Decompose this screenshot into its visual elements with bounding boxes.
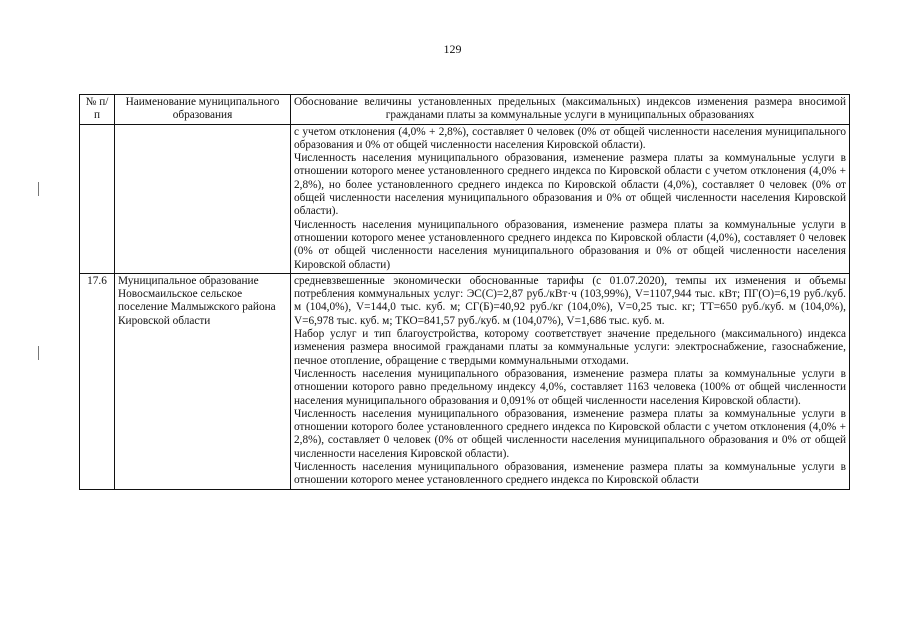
paragraph: с учетом отклонения (4,0% + 2,8%), составляет 0 человек (0% от общей численности населения муниципального образования и 0% от общей численности населения Кировской области).	[294, 125, 846, 151]
table-header-row	[80, 95, 850, 125]
paragraph: Численность населения муниципального образования, изменение размера платы за коммунальные услуги в отношении которого равно предельному индексу 4,0%, составляет 1163 человека (100% от общей численности населения муниципального образования и 0,091% от общей численности населения Кировской области).	[294, 367, 846, 407]
document-table	[79, 94, 850, 490]
table-row-continuation	[80, 124, 850, 273]
paragraph: Численность населения муниципального образования, изменение размера платы за коммунальные услуги в отношении которого более установленного среднего индекса по Кировской области с учетом отклонения (4,0% + 2,8%), составляет 0 человек (0% от общей численности населения муниципального образования и 0% от общей численности населения Кировской области).	[294, 407, 846, 460]
scan-margin-mark	[38, 346, 39, 360]
paragraph: Набор услуг и тип благоустройства, которому соответствует значение предельного (максимального) индекса изменения размера вносимой гражданами платы за коммунальные услуги: электроснабжение, газоснабжение, печное отопление, обращение с твердыми коммунальными отходами.	[294, 328, 846, 367]
page-number: 129	[443, 42, 462, 56]
paragraph: Численность населения муниципального образования, изменение размера платы за коммунальные услуги в отношении которого менее установленного среднего индекса по Кировской области	[294, 461, 846, 487]
cell-justification-continuation	[291, 124, 850, 273]
header-municipality-name: Наименование муниципального образования	[115, 95, 291, 125]
cell-number-empty	[80, 124, 115, 273]
header-number: № п/п	[80, 95, 115, 125]
row-number: 17.6	[80, 273, 115, 489]
header-justification: Обоснование величины установленных предельных (максимальных) индексов изменения размера вносимой гражданами платы за коммунальные услуги в муниципальных образованиях	[291, 95, 850, 125]
scan-margin-mark	[38, 182, 39, 196]
paragraph-tariffs: средневзвешенные экономически обоснованные тарифы (с 01.07.2020), темпы их изменения и объемы потребления коммунальных услуг: ЭС(С)=2,87 руб./кВт·ч (103,99%), V=1107,944 тыс. кВт; ПГ(О)=6,19 руб./куб. м (104,0%), V=144,0 тыс. куб. м; СГ(Б)=40,92 руб./кг (104,0%), V=0,25 тыс. кг; ТТ=650 руб./куб. м (104,0%), V=6,978 тыс. куб. м; ТКО=841,57 руб./куб. м (104,07%), V=1,686 тыс. куб. м.	[294, 274, 846, 327]
cell-justification	[291, 273, 850, 489]
paragraph: Численность населения муниципального образования, изменение размера платы за коммунальные услуги в отношении которого менее установленного среднего индекса по Кировской области с учетом отклонения (4,0% + 2,8%), но более установленного среднего индекса по Кировской области (4,0%), составляет 0 человек (0% от общей численности населения муниципального образования и 0% от общей численности населения Кировской области).	[294, 152, 846, 218]
cell-name-empty	[115, 124, 291, 273]
municipality-name: Муниципальное образование Новосмаильское сельское поселение Малмыжского района Кировской области	[115, 273, 291, 489]
paragraph: Численность населения муниципального образования, изменение размера платы за коммунальные услуги в отношении которого менее установленного среднего индекса по Кировской области (4,0%), составляет 0 человек (0% от общей численности населения муниципального образования и 0% от общей численности населения Кировской области)	[294, 218, 846, 271]
table-row	[80, 273, 850, 489]
